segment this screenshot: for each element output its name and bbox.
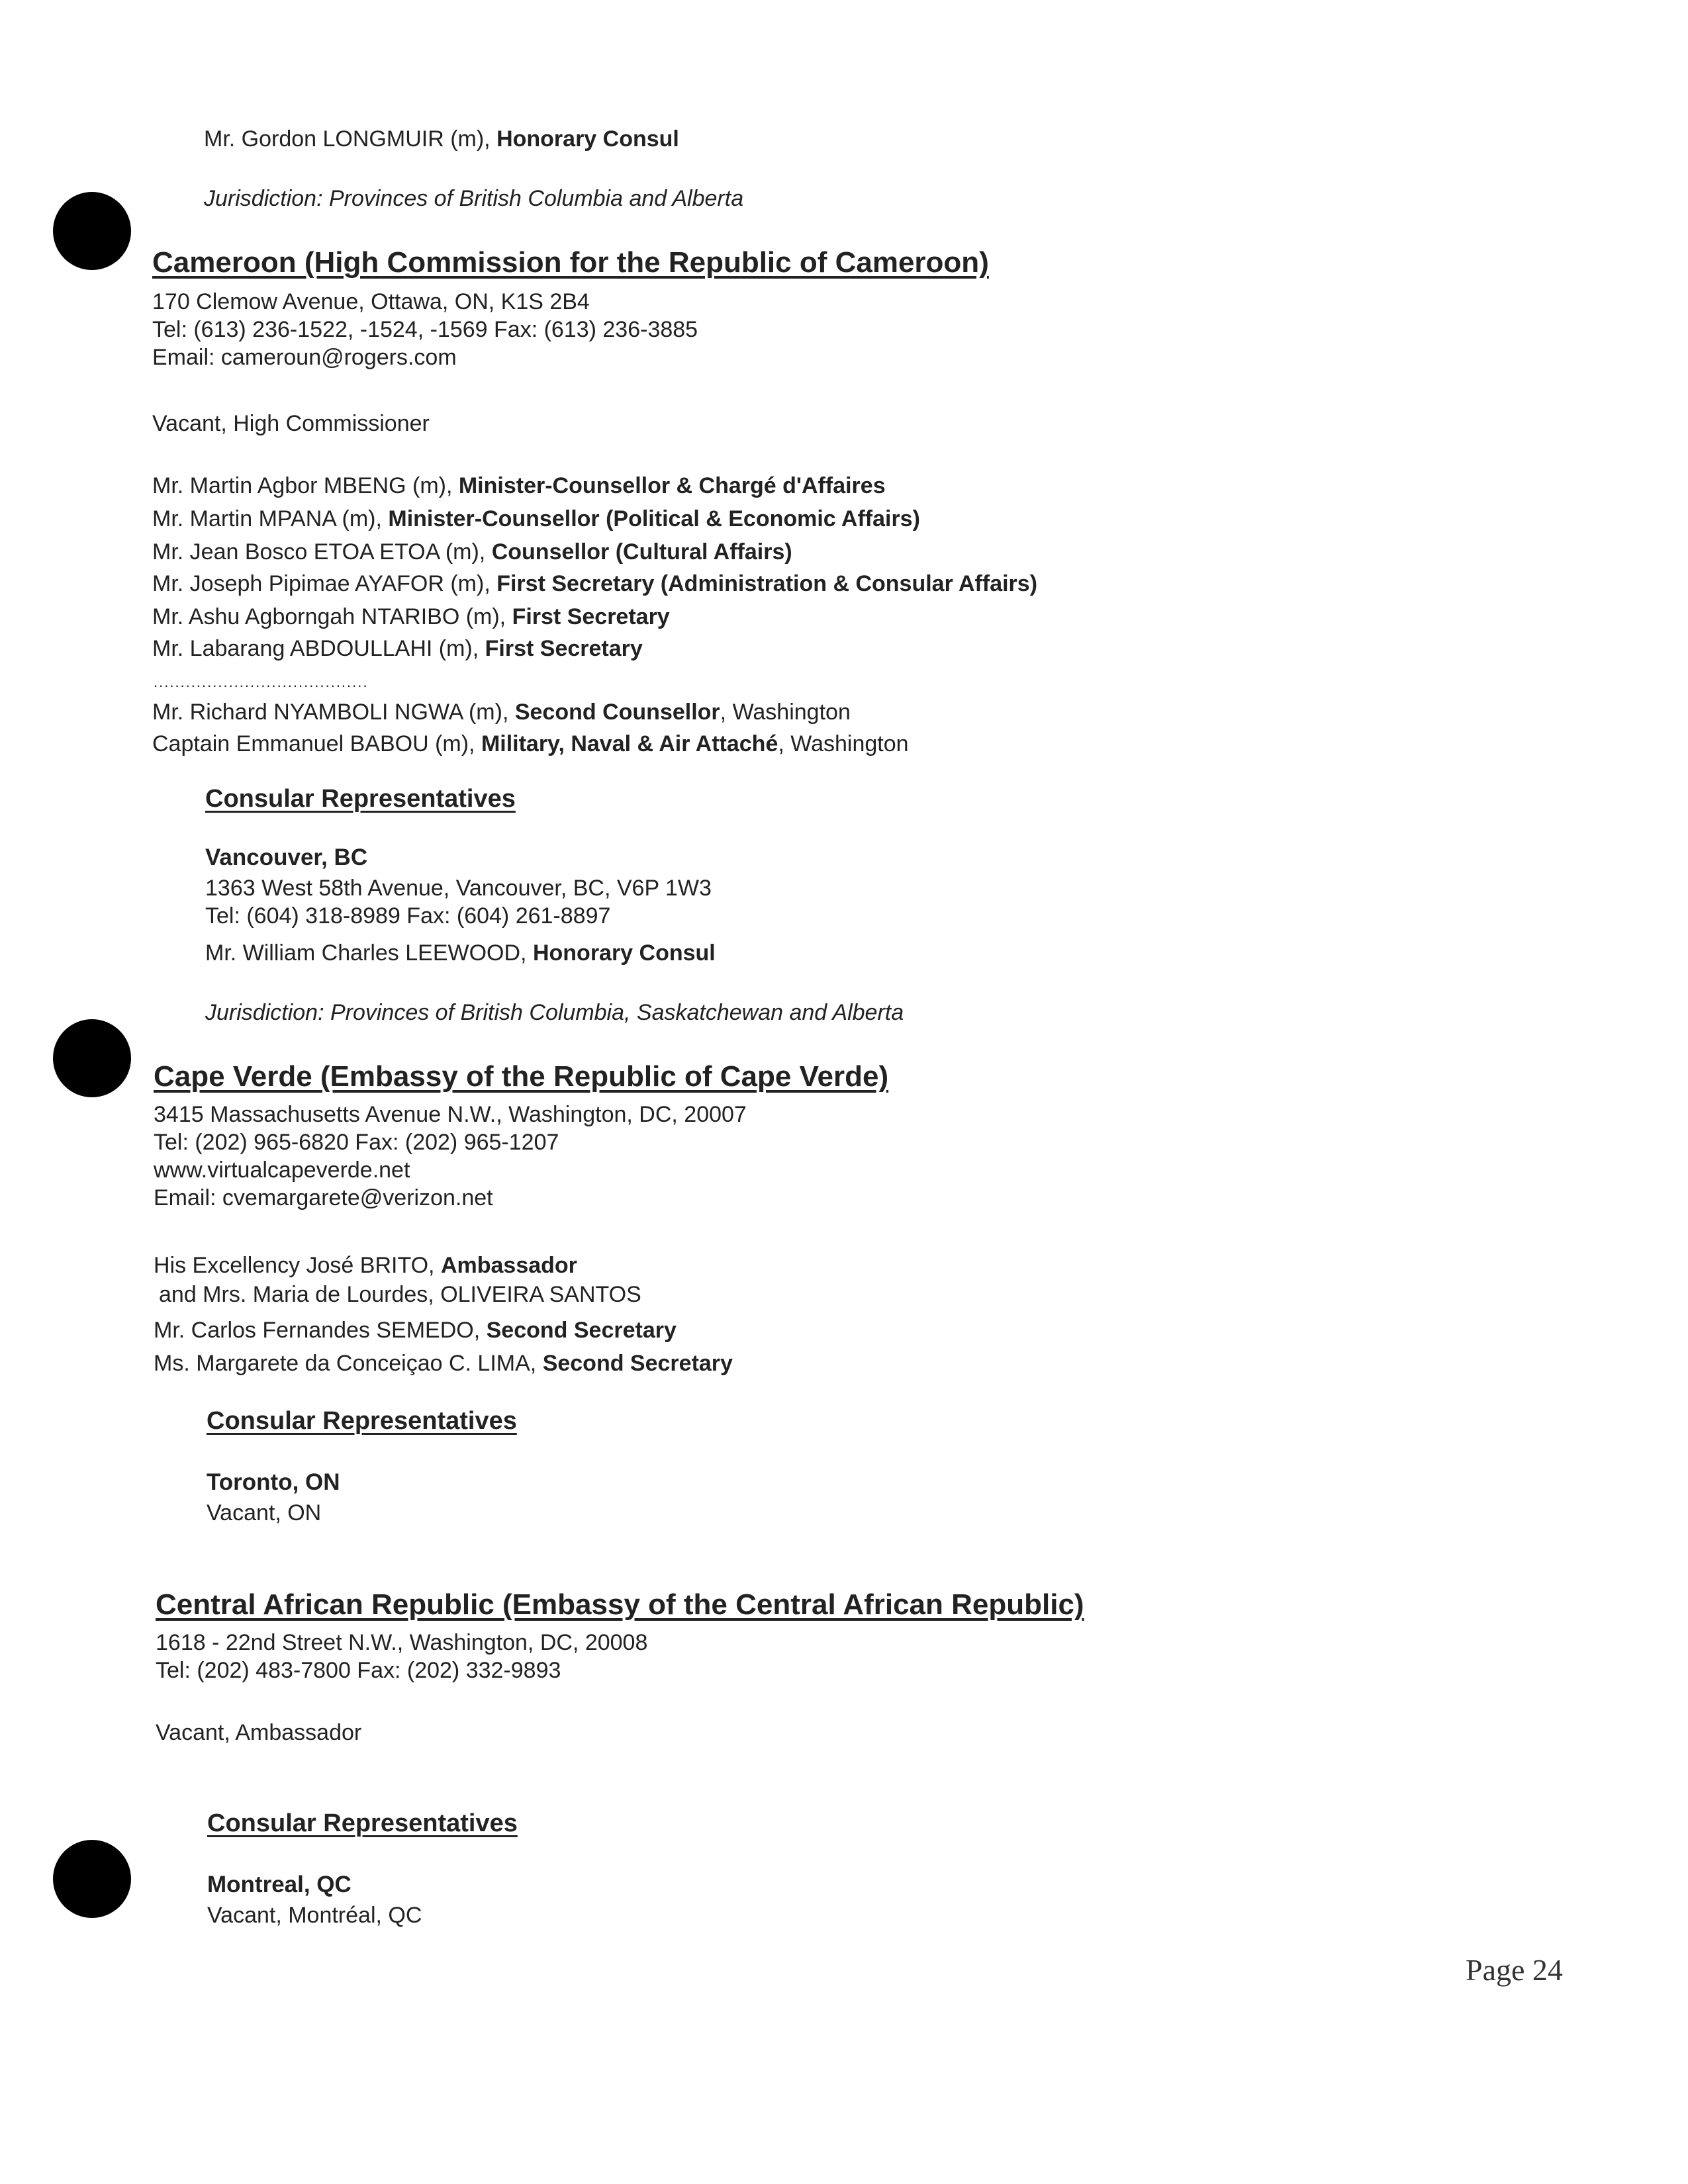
washington-staff-row: Mr. Richard NYAMBOLI NGWA (m), Second Counsellor, Washington (152, 700, 851, 725)
cameroon-consular-address: 1363 West 58th Avenue, Vancouver, BC, V6P 1W3 (205, 876, 712, 901)
car-address: 1618 - 22nd Street N.W., Washington, DC, 20008 (156, 1630, 648, 1655)
cape-verde-consular-city: Toronto, ON (207, 1469, 340, 1495)
cameroon-consular-city: Vancouver, BC (205, 844, 368, 870)
dotted-separator: ........................................ (154, 674, 369, 690)
car-heading: Central African Republic (Embassy of the Central African Republic) (156, 1588, 1084, 1621)
cameroon-consular-heading: Consular Representatives (205, 785, 516, 813)
cameroon-staff-row: Mr. Martin MPANA (m), Minister-Counsellor (Political & Economic Affairs) (152, 506, 920, 531)
cape-verde-ambassador: His Excellency José BRITO, Ambassador (154, 1253, 577, 1278)
cameroon-jurisdiction: Jurisdiction: Provinces of British Columbia, Saskatchewan and Alberta (205, 1000, 904, 1025)
binder-hole-middle (53, 1019, 131, 1097)
cape-verde-web: www.virtualcapeverde.net (154, 1158, 410, 1183)
car-vacant: Vacant, Ambassador (156, 1720, 362, 1745)
cameroon-honorary-consul: Mr. William Charles LEEWOOD, Honorary Consul (205, 940, 716, 966)
cameroon-tel: Tel: (613) 236-1522, -1524, -1569 Fax: (613) 236-3885 (152, 317, 698, 342)
cape-verde-heading: Cape Verde (Embassy of the Republic of Cape Verde) (154, 1060, 889, 1093)
cameroon-staff-row: Mr. Joseph Pipimae AYAFOR (m), First Secretary (Administration & Consular Affairs) (152, 571, 1038, 596)
page-number: Page 24 (1466, 1953, 1563, 1987)
cape-verde-spouse: and Mrs. Maria de Lourdes, OLIVEIRA SANTOS (159, 1282, 641, 1307)
cape-verde-tel: Tel: (202) 965-6820 Fax: (202) 965-1207 (154, 1130, 559, 1155)
cape-verde-staff-row: Mr. Carlos Fernandes SEMEDO, Second Secretary (154, 1318, 677, 1343)
car-tel: Tel: (202) 483-7800 Fax: (202) 332-9893 (156, 1658, 561, 1683)
car-consular-vacant: Vacant, Montréal, QC (207, 1903, 422, 1928)
cape-verde-address: 3415 Massachusetts Avenue N.W., Washington, DC, 20007 (154, 1102, 747, 1127)
cameroon-staff-row: Mr. Ashu Agborngah NTARIBO (m), First Secretary (152, 604, 670, 629)
car-consular-heading: Consular Representatives (207, 1809, 518, 1837)
jurisdiction-line: Jurisdiction: Provinces of British Columbia and Alberta (204, 186, 744, 211)
cameroon-email: Email: cameroun@rogers.com (152, 345, 457, 370)
cameroon-consular-tel: Tel: (604) 318-8989 Fax: (604) 261-8897 (205, 903, 611, 929)
cameroon-address: 170 Clemow Avenue, Ottawa, ON, K1S 2B4 (152, 289, 590, 314)
cameroon-staff-row: Mr. Martin Agbor MBENG (m), Minister-Counsellor & Chargé d'Affaires (152, 473, 886, 498)
binder-hole-top (53, 192, 131, 270)
cape-verde-consular-heading: Consular Representatives (207, 1407, 517, 1435)
cape-verde-staff-row: Ms. Margarete da Conceiçao C. LIMA, Second Secretary (154, 1351, 733, 1376)
binder-hole-bottom (53, 1840, 131, 1918)
cameroon-staff-row: Mr. Jean Bosco ETOA ETOA (m), Counsellor (Cultural Affairs) (152, 539, 792, 565)
cape-verde-consular-vacant: Vacant, ON (207, 1500, 322, 1525)
cape-verde-email: Email: cvemargarete@verizon.net (154, 1185, 493, 1210)
car-consular-city: Montreal, QC (207, 1872, 352, 1897)
honorary-consul-line: Mr. Gordon LONGMUIR (m), Honorary Consul (204, 126, 679, 152)
cameroon-heading: Cameroon (High Commission for the Republic of Cameroon) (152, 246, 989, 279)
cameroon-vacant: Vacant, High Commissioner (152, 411, 430, 436)
cameroon-staff-row: Mr. Labarang ABDOULLAHI (m), First Secretary (152, 636, 643, 661)
washington-staff-row: Captain Emmanuel BABOU (m), Military, Naval & Air Attaché, Washington (152, 731, 909, 756)
